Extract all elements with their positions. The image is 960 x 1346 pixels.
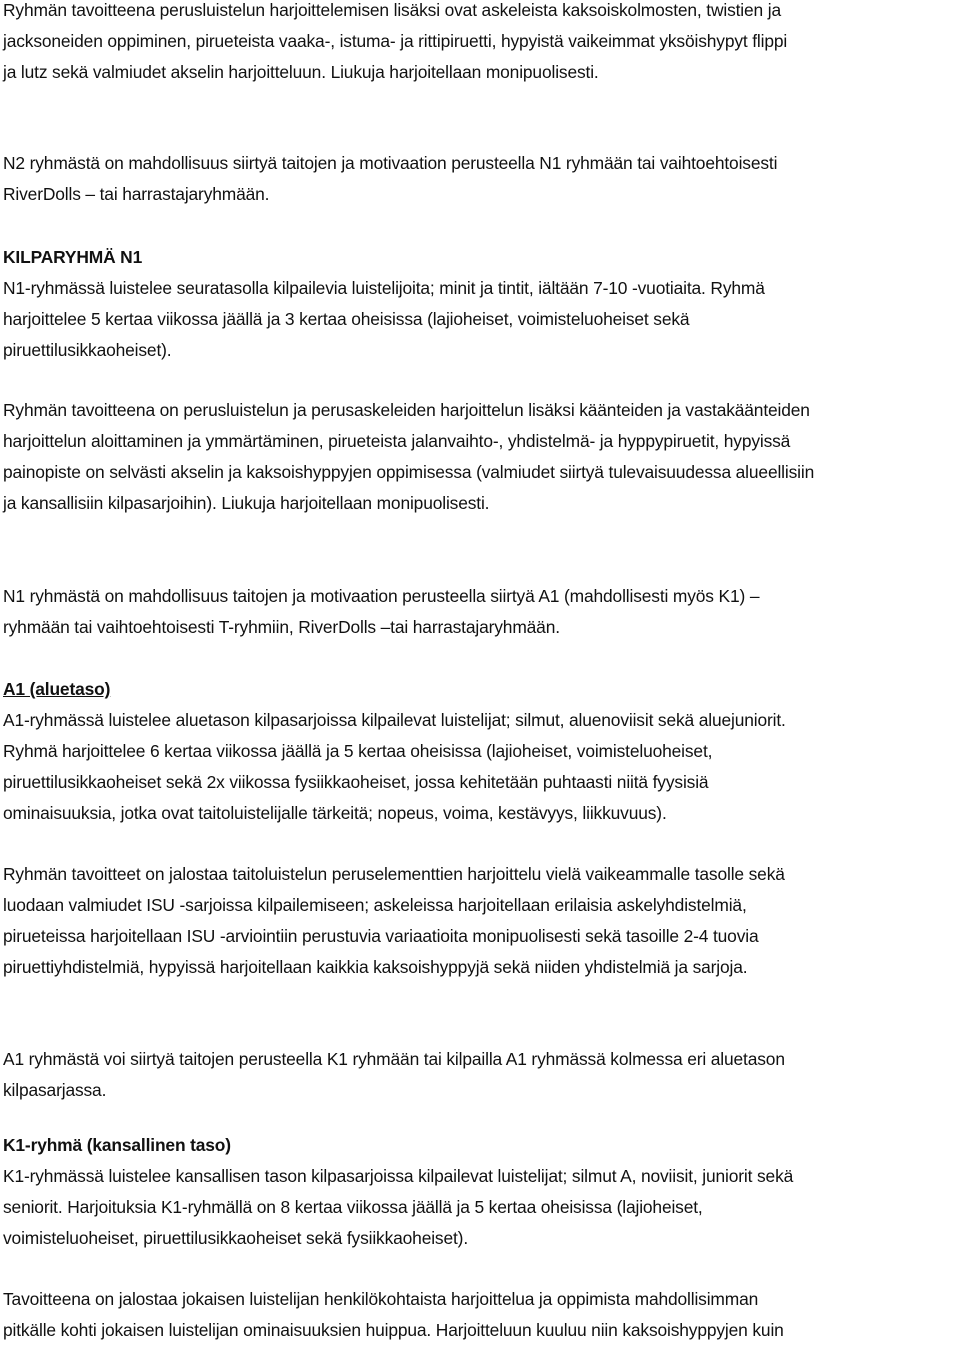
text-line: K1-ryhmässä luistelee kansallisen tason kilpasarjoissa kilpailevat luistelijat; silmut A, noviisit, juniorit sekä <box>3 1166 794 1186</box>
paragraph-n2-goals <box>3 0 958 88</box>
section-heading-a1: A1 (aluetaso) <box>3 679 111 699</box>
text-line: piruettiyhdistelmiä, hypyissä harjoitellaan kaikkia kaksoishyppyjä sekä niiden yhdistelmiä ja sarjoja. <box>3 957 748 977</box>
text-line: Ryhmän tavoitteena on perusluistelun ja perusaskeleiden harjoittelun lisäksi käänteiden ja vastakäänteiden <box>3 400 810 420</box>
text-line: Ryhmän tavoitteena perusluistelun harjoittelemisen lisäksi ovat askeleista kaksoiskolmosten, twistien ja <box>3 0 781 20</box>
section-heading-k1: K1-ryhmä (kansallinen taso) <box>3 1135 231 1155</box>
text-line: luodaan valmiudet ISU -sarjoissa kilpailemiseen; askeleissa harjoitellaan erilaisia askelyhdistelmiä, <box>3 895 747 915</box>
paragraph-n2-transfer <box>3 148 958 210</box>
text-line: A1-ryhmässä luistelee aluetason kilpasarjoissa kilpailevat luistelijat; silmut, aluenoviisit sekä aluejuniorit. <box>3 710 786 730</box>
text-line: painopiste on selvästi akselin ja kaksoishyppyjen oppimisessa (valmiudet siirtyä tulevaisuudessa alueellisiin <box>3 462 815 482</box>
text-line: N1 ryhmästä on mahdollisuus taitojen ja motivaation perusteella siirtyä A1 (mahdollisesti myös K1) – <box>3 586 760 606</box>
section-k1 <box>3 1130 958 1254</box>
text-line: ryhmään tai vaihtoehtoisesti T-ryhmiin, RiverDolls –tai harrastajaryhmään. <box>3 617 560 637</box>
text-line: N2 ryhmästä on mahdollisuus siirtyä taitojen ja motivaation perusteella N1 ryhmään tai vaihtoehtoisesti <box>3 153 778 173</box>
paragraph-n1-goals <box>3 395 958 519</box>
text-line: ja lutz sekä valmiudet akselin harjoitteluun. Liukuja harjoitellaan monipuolisesti. <box>3 62 599 82</box>
text-line: A1 ryhmästä voi siirtyä taitojen perusteella K1 ryhmään tai kilpailla A1 ryhmässä kolmessa eri aluetason <box>3 1049 785 1069</box>
paragraph-k1-goals <box>3 1284 958 1346</box>
paragraph-a1-goals <box>3 859 958 983</box>
text-line: Tavoitteena on jalostaa jokaisen luistelijan henkilökohtaista harjoittelua ja oppimista mahdollisimman <box>3 1289 759 1309</box>
text-line: voimisteluoheiset, piruettilusikkaoheiset sekä fysiikkaoheiset). <box>3 1228 469 1248</box>
text-line: harjoittelee 5 kertaa viikossa jäällä ja 3 kertaa oheisissa (lajioheiset, voimisteluoheiset sekä <box>3 309 690 329</box>
text-line: jacksoneiden oppiminen, pirueteista vaaka-, istuma- ja rittipiruetti, hypyistä vaikeimmat yksöishypyt flippi <box>3 31 788 51</box>
text-line: N1-ryhmässä luistelee seuratasolla kilpailevia luistelijoita; minit ja tintit, iältään 7-10 -vuotiaita. Ryhmä <box>3 278 765 298</box>
text-line: ja kansallisiin kilpasarjoihin). Liukuja harjoitellaan monipuolisesti. <box>3 493 490 513</box>
text-line: kilpasarjassa. <box>3 1080 107 1100</box>
paragraph-a1-transfer <box>3 1044 958 1106</box>
section-heading-n1: KILPARYHMÄ N1 <box>3 247 143 267</box>
text-line: ominaisuuksia, jotka ovat taitoluistelijalle tärkeitä; nopeus, voima, kestävyys, liikkuvuus). <box>3 803 667 823</box>
text-line: piruettilusikkaoheiset). <box>3 340 172 360</box>
paragraph-n1-transfer <box>3 581 958 643</box>
text-line: piruettilusikkaoheiset sekä 2x viikossa fysiikkaoheiset, jossa kehitetään puhtaasti niitä fyysisiä <box>3 772 709 792</box>
text-line: pirueteissa harjoitellaan ISU -arviointiin perustuvia variaatioita monipuolisesti sekä tasoille 2-4 tuovia <box>3 926 759 946</box>
text-line: harjoittelun aloittaminen ja ymmärtäminen, pirueteista jalanvaihto-, yhdistelmä- ja hyppypiruetit, hypyissä <box>3 431 791 451</box>
section-a1 <box>3 674 958 829</box>
text-line: Ryhmän tavoitteet on jalostaa taitoluistelun peruselementtien harjoittelu vielä vaikeammalle tasolle sekä <box>3 864 785 884</box>
text-line: RiverDolls – tai harrastajaryhmään. <box>3 184 270 204</box>
section-n1 <box>3 242 958 366</box>
text-line: pitkälle kohti jokaisen luistelijan ominaisuuksien huippua. Harjoitteluun kuuluu niin kaksoishyppyjen kuin <box>3 1320 784 1340</box>
text-line: seniorit. Harjoituksia K1-ryhmällä on 8 kertaa viikossa jäällä ja 5 kertaa oheisissa (lajioheiset, <box>3 1197 703 1217</box>
text-line: Ryhmä harjoittelee 6 kertaa viikossa jäällä ja 5 kertaa oheisissa (lajioheiset, voimisteluoheiset, <box>3 741 713 761</box>
